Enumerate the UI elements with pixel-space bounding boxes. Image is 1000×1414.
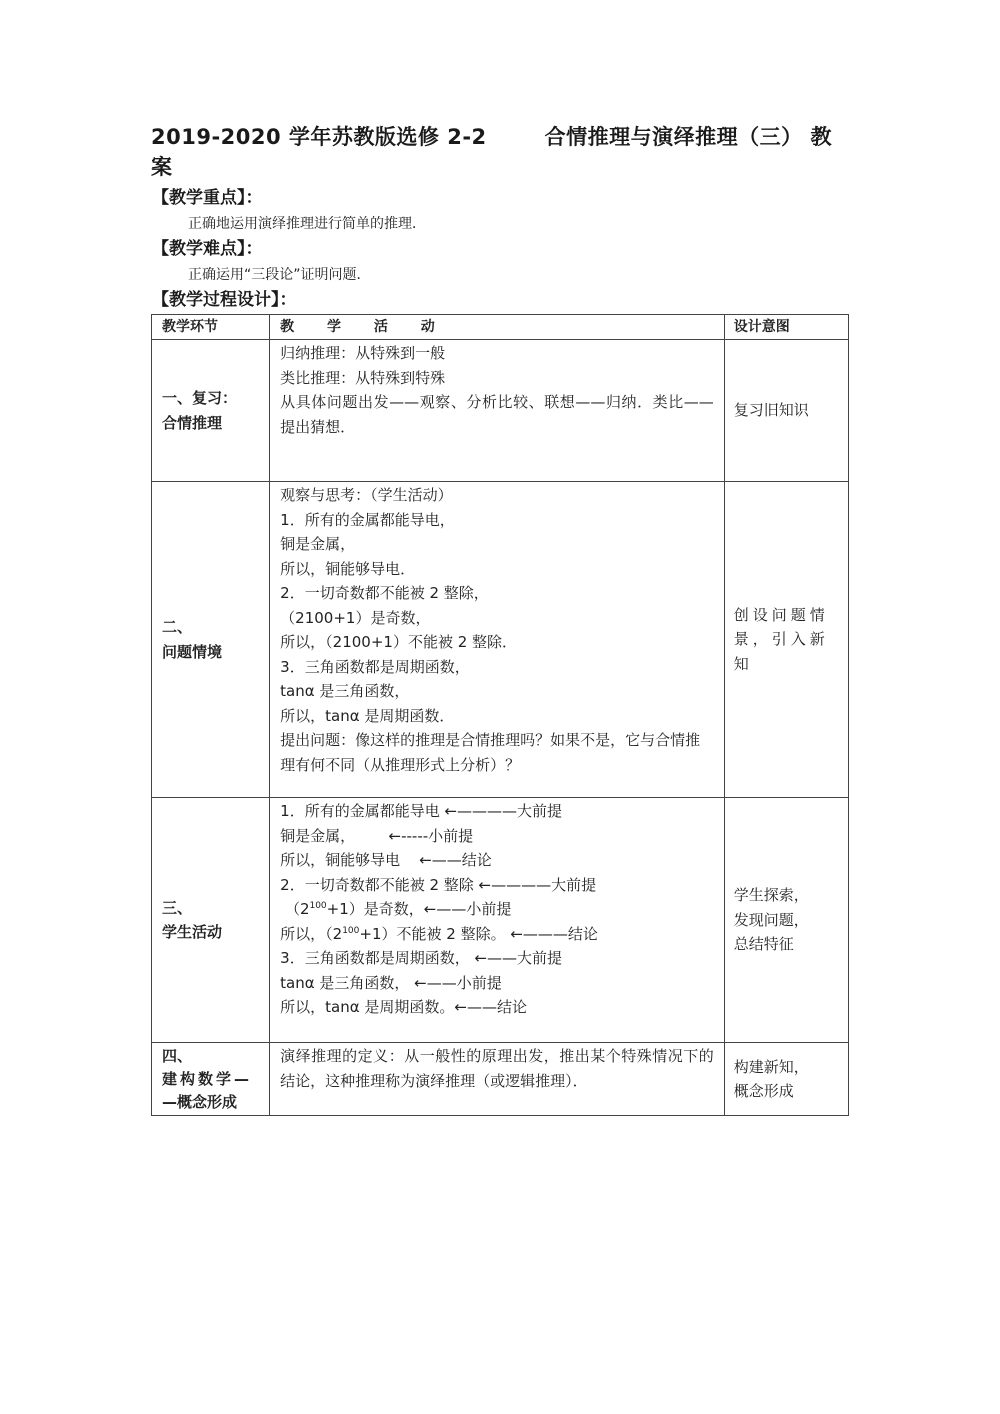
stage-cell: [152, 340, 270, 482]
activity-line: 所以，tanα 是周期函数。←——结论: [280, 998, 527, 1016]
stage-label: 一、复习：: [162, 389, 238, 407]
activity-line: 归纳推理：从特殊到一般: [280, 344, 446, 362]
activity-line: 所以，tanα 是周期函数．: [280, 706, 455, 725]
activity-line: 观察与思考：（学生活动）: [280, 486, 453, 504]
document-title: [151, 122, 856, 182]
expr-open: （2: [284, 900, 310, 918]
activity-line: 2．一切奇数都不能被 2 整除 ←————大前提: [280, 875, 597, 894]
activity-line: [280, 897, 714, 922]
stage-label: 问题情境: [162, 642, 223, 661]
stage-label: 二、: [162, 618, 193, 636]
table-row-problem-situation: [152, 482, 849, 798]
intent-line: 学生探索，: [733, 886, 809, 905]
activity-cell: [270, 482, 725, 798]
activity-line: 所以，铜能够导电 ←——结论: [280, 851, 492, 869]
header-activity: 教 学 活 动: [270, 315, 725, 340]
activity-cell: [270, 798, 725, 1043]
intent-line: 概念形成: [733, 1082, 794, 1100]
intent-cell: [724, 1043, 848, 1116]
activity-line: 从具体问题出发——观察、分析比较、联想——归纳．类比——提出猜想．: [280, 393, 714, 436]
section-heading-process-design: 【教学过程设计】：: [152, 290, 297, 310]
intent-line: 总结特征: [733, 935, 794, 954]
exponent: 100: [342, 925, 360, 936]
activity-cell: [270, 1043, 725, 1116]
section-heading-key-points: 【教学重点】：: [152, 188, 263, 208]
table-row-concept-formation: [152, 1043, 849, 1116]
table-row-student-activity: [152, 798, 849, 1043]
activity-line: 3．三角函数都是周期函数， ←——大前提: [280, 949, 563, 967]
lesson-plan-table: [151, 314, 849, 1116]
title-part-end: 案: [151, 155, 173, 179]
activity-line: tanα 是三角函数， ←——小前提: [280, 973, 502, 992]
intent-cell: 创设问题情景，引入新知: [724, 482, 848, 798]
stage-cell: [152, 798, 270, 1043]
activity-line: 铜是金属， ←-----小前提: [280, 826, 474, 845]
intent-cell: 复习旧知识: [724, 340, 848, 482]
stage-label: 学生活动: [162, 923, 223, 941]
table-header-row: [152, 315, 849, 340]
table-row-review: [152, 340, 849, 482]
activity-line: 演绎推理的定义：从一般性的原理出发，推出某个特殊情况下的结论，这种推理称为演绎推理（或逻辑推理）．: [280, 1047, 714, 1090]
section-body-key-points: 正确地运用演绎推理进行简单的推理．: [188, 216, 426, 232]
header-stage: 教学环节: [152, 315, 270, 340]
exponent: 100: [309, 901, 327, 911]
stage-label: 三、: [162, 898, 193, 917]
activity-line: 3．三角函数都是周期函数，: [280, 657, 470, 676]
expr-rest: +1）不能被 2 整除。 ←———结论: [359, 924, 598, 943]
activity-line: 所以，铜能够导电．: [280, 559, 416, 578]
stage-label: 四、: [162, 1047, 193, 1065]
activity-line: 所以，（2100+1）不能被 2 整除．: [280, 633, 518, 651]
activity-line: tanα 是三角函数，: [280, 682, 410, 700]
activity-line: 2．一切奇数都不能被 2 整除，: [280, 584, 489, 602]
activity-line: （2100+1）是奇数，: [280, 608, 431, 627]
stage-label: 建构数学—: [162, 1070, 253, 1088]
stage-cell: [152, 1043, 270, 1116]
intent-cell: [724, 798, 848, 1043]
title-part-topic: 合情推理与演绎推理（三） 教: [544, 125, 832, 149]
stage-label: 合情推理: [162, 413, 223, 432]
intent-line: 构建新知，: [733, 1057, 809, 1076]
expr-open: 所以，（2: [280, 924, 343, 943]
activity-line: [280, 922, 714, 947]
title-part-course: 2019-2020 学年苏教版选修 2-2: [151, 125, 487, 149]
intent-line: 发现问题，: [733, 910, 809, 929]
activity-line: 提出问题：像这样的推理是合情推理吗？如果不是，它与合情推理有何不同（从推理形式上分析）？: [280, 731, 701, 774]
activity-line: 类比推理：从特殊到特殊: [280, 368, 446, 387]
section-heading-difficulties: 【教学难点】：: [152, 239, 263, 259]
section-body-difficulties: 正确运用“三段论”证明问题．: [188, 267, 371, 283]
activity-line: 1．所有的金属都能导电，: [280, 510, 455, 529]
stage-label: —概念形成: [162, 1093, 238, 1111]
header-intent: 设计意图: [724, 315, 848, 340]
activity-cell: [270, 340, 725, 482]
activity-line: 1．所有的金属都能导电 ←————大前提: [280, 802, 563, 820]
activity-line: 铜是金属，: [280, 535, 356, 553]
stage-cell: [152, 482, 270, 798]
expr-rest: +1）是奇数，←——小前提: [326, 900, 512, 918]
